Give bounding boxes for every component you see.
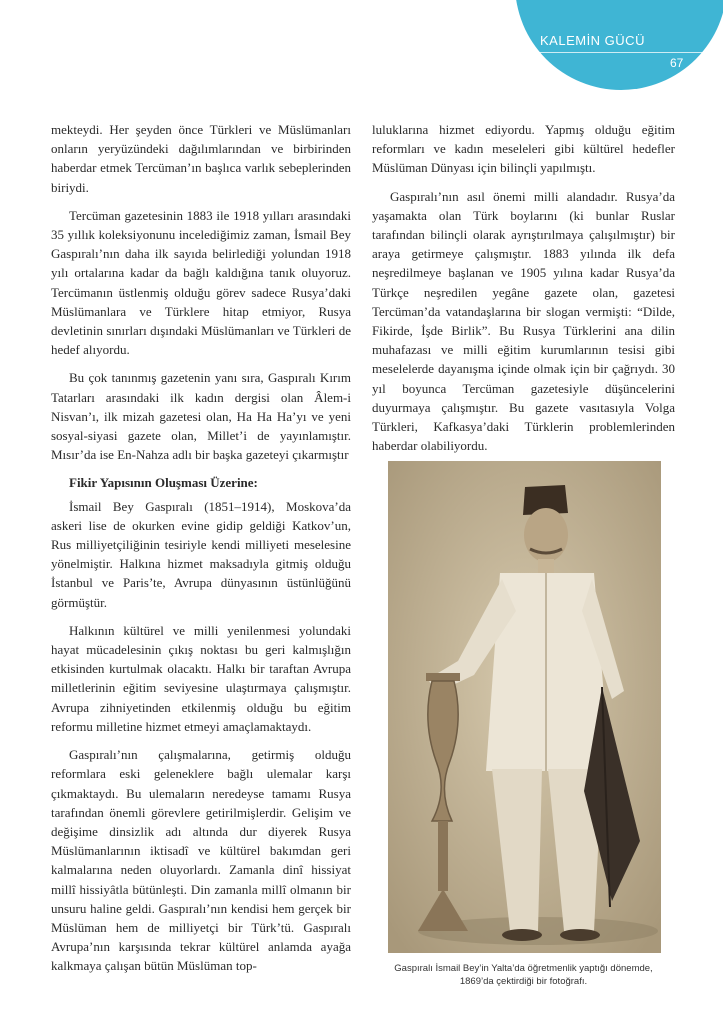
left-column [51, 120, 351, 985]
paragraph: Halkının kültürel ve milli yenilenmesi yolundaki hayat mücadelesinin çıkış noktası bu geri kalmışlığın etkisinden kurtulmak olacaktı. Halkı bir taraftan Avrupa milletlerinin eğitim seviyesine ulaştırmaya çalışmıştır. Avrupa zihniyetinden etkilenmiş olduğu bu eğitim reformu milletine hizmet etmeyi amaçlamaktaydı. [51, 622, 351, 734]
paragraph: luluklarına hizmet ediyordu. Yapmış olduğu eğitim reformları ve kadın meseleleri gibi kültürel hedefler Müslüman Dünyası için bilinçli yapılmıştı. [372, 122, 675, 176]
section-title: KALEMİN GÜCÜ [540, 33, 645, 48]
right-column [372, 120, 675, 464]
paragraph: Bu çok tanınmış gazetenin yanı sıra, Gaspıralı Kırım Tatarları arasındaki ilk kadın dergisi olan Âlem-i Nisvan’ı, ilk mizah gazetesi olan, Ha Ha Ha’yı ve yeni sosyal-siyasi gazete olan, Millet’i de yayınlamıştır. Mısır’da ise En-Nahza adlı bir başka gazeteyi çıkarmıştır [51, 370, 351, 463]
paragraph: Gaspıralı’nın asıl önemi milli alandadır. Rusya’da yaşamakta olan Türk boylarını (ki bunlar Ruslar tarafından bilinçli olarak ayrıştırılmaya çalışılmıştır) bir araya getirmeye çalışmıştır. 1883 yılında ilk defa neşredilmeye başlanan ve 1905 yılına kadar Rusya’da Türkçe neşredilen yegâne gazete olan, gazetesi Tercüman’da vatandaşlarına bir slogan vermişti: “Dilde, Fikirde, İşde Birlik”. Bu Rusya Türklerini ana dilin muhafazası ve milli eğitim kurumlarının tesisi gibi meselelerde dayanışma içinde olmak için bir çağrıydı. 30 yıl boyunca Tercüman gazetesiyle düşüncelerini duyurmaya çalışmıştır. Bu gazete vasıtasıyla Volga Türkleri, Kafkasya’daki Türklerin problemlerinden haberdar olabiliyordu. [372, 188, 675, 454]
section-heading: Fikir Yapısının Oluşması Üzerine: [69, 475, 258, 491]
paragraph: İsmail Bey Gaspıralı (1851–1914), Moskova’da askeri lise de okurken evine gidip geldiği Katkov’un, Rus milliyetçiliğinin tesiriyle kendi milliyeti meselesine yönelmiştir. Halkına hizmet maksadıyla gitmiş olduğu İstanbul ve Paris’te, Avrupa dünyasının üstünlüğünü görmüştür. [51, 498, 351, 610]
caption-line: Gaspıralı İsmail Bey’in Yalta’da öğretmenlik yaptığı dönemde, [394, 963, 653, 974]
historical-portrait-photo [388, 461, 661, 953]
page-number: 67 [670, 56, 684, 70]
photo-caption [372, 962, 675, 988]
paragraph: Gaspıralı’nın çalışmalarına, getirmiş olduğu reformlara eski geleneklere bağlı ulemalar karşı çıkmaktaydı. Bu ulemaların neredeyse tamamı Rusya tarafından önemli görevlere getirilmişlerdir. Gelişim ve değişime dinsizlik adı altında dur diyerek Rusya Müslümanlarının iktisadî ve kültürel bakımdan geri kalmalarına neden oluyorlardı. Zamanla dinî hissiyat millî hissiyâtla bütünleşti. Din zamanla millî olmanın bir unsuru haline geldi. Gaspıralı’nın kendisi hem gerçek bir Müslüman hem de milliyetçi bir Türk’tü. Gaspıralı Avrupa’nın karşısında tekrar kültürel anlamda ayağa kalkmaya çalışan bütün Müslüman top- [51, 747, 351, 974]
badge-divider [515, 52, 723, 53]
paragraph: mekteydi. Her şeyden önce Türkleri ve Müslümanları onların yeryüzündeki dağılımlarından ve birbirinden haberdar etmek Tercüman’ın başlıca varlık sebeplerinden biriydi. [51, 122, 351, 195]
caption-line: 1869’da çektirdiği bir fotoğrafı. [459, 976, 588, 987]
paragraph: Tercüman gazetesinin 1883 ile 1918 yılları arasındaki 35 yıllık koleksiyonunu incelediğimiz zaman, İsmail Bey Gaspıralı’nın daha ilk sayıda belirlediği yolundan 1918 yılı ortalarına kadar da bağlı kaldığına tanık oluyoruz. Tercümanın üstlenmiş olduğu görev sadece Rusya’daki Müslümanlara ve Türklere hitap etmiyor, Rusya devletinin sınırları dışındaki Müslümanları ve Türkleri de hedef alıyordu. [51, 207, 351, 358]
